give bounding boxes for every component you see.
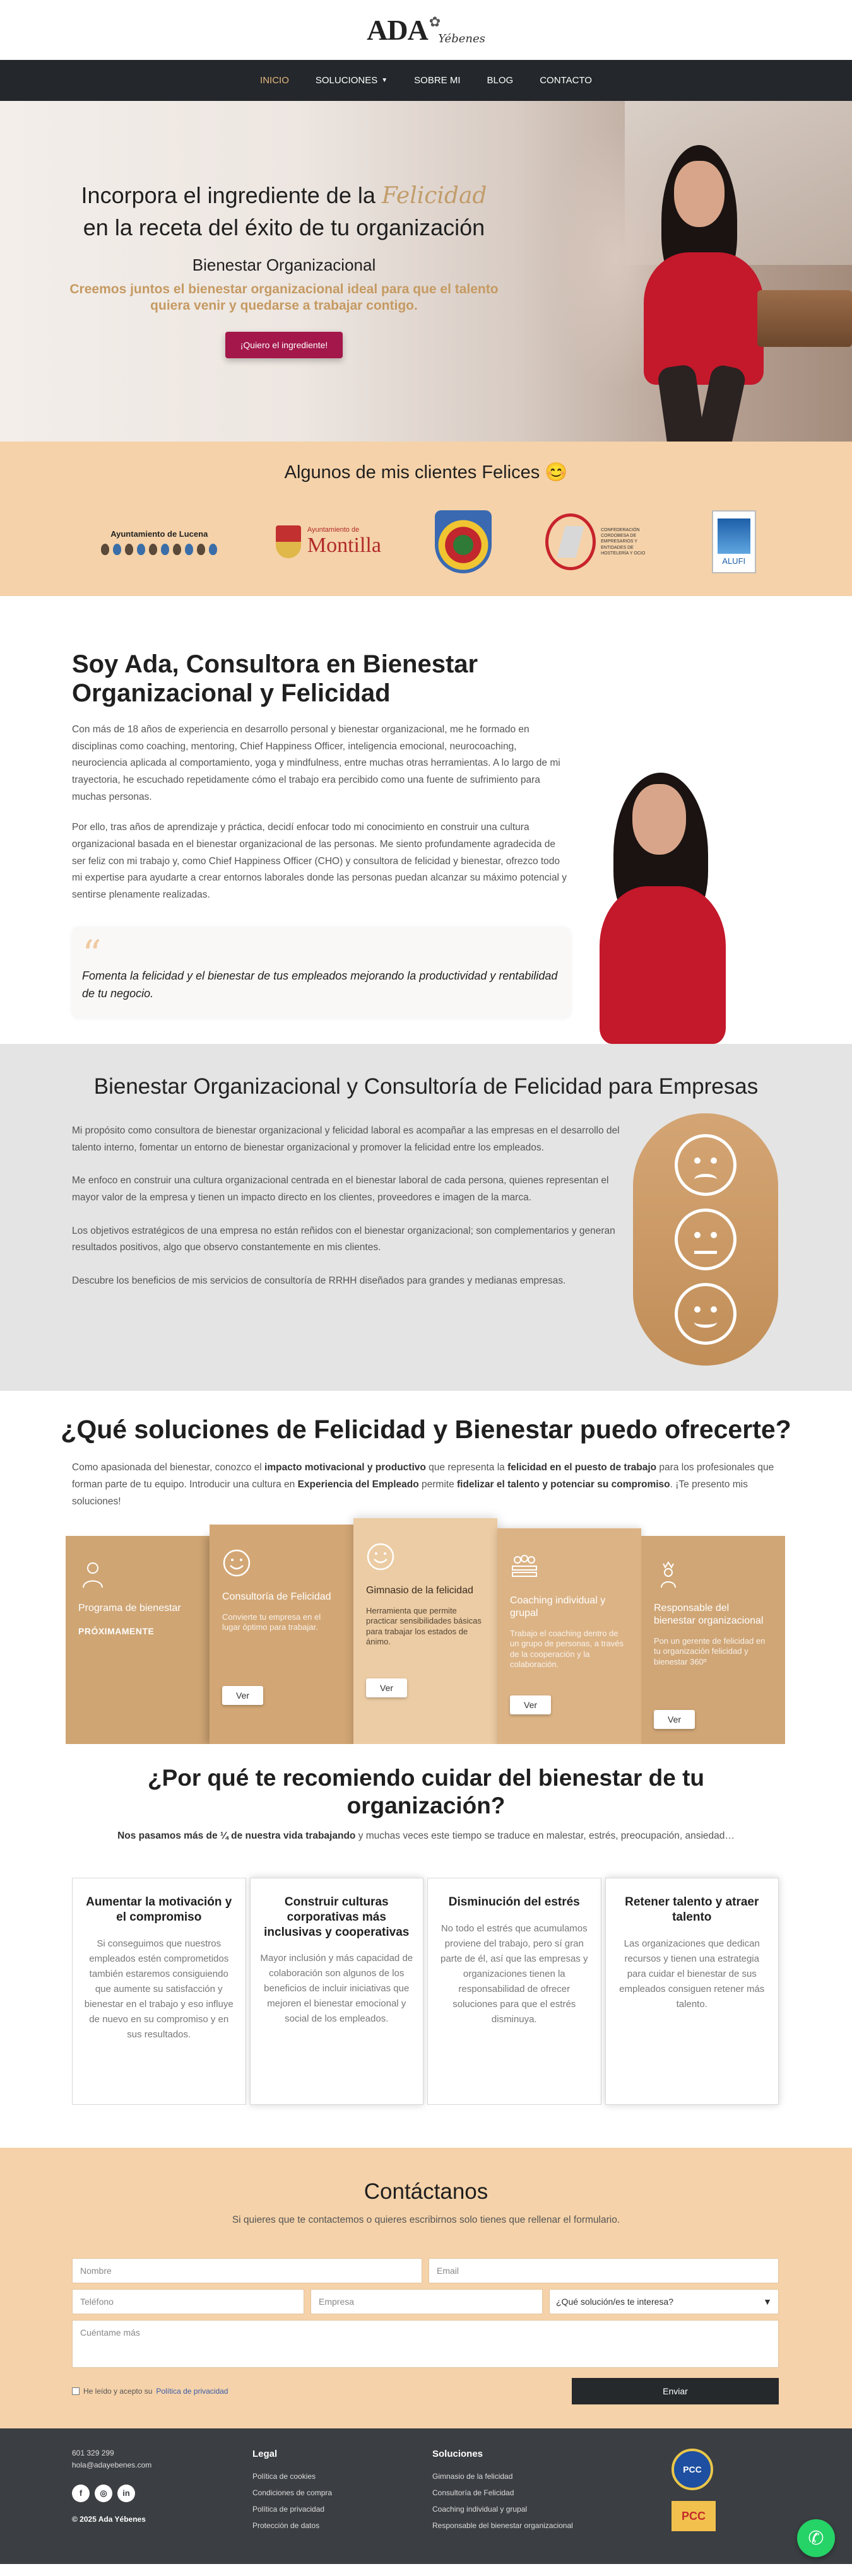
intro-bold: impacto motivacional y productivo xyxy=(264,1462,426,1473)
privacy-link[interactable]: Política de privacidad xyxy=(156,2387,228,2396)
contact-form xyxy=(72,2258,779,2404)
services-intro-text xyxy=(72,1123,627,1306)
group-icon xyxy=(510,1552,539,1581)
person-icon xyxy=(78,1560,107,1589)
intro-text: permite xyxy=(418,1479,458,1490)
solution-card-title: Coaching individual y grupal xyxy=(510,1595,606,1619)
client-logo-label: ALUFI xyxy=(722,556,746,566)
instagram-icon[interactable]: ◎ xyxy=(95,2485,112,2502)
footer-link[interactable]: Responsable del bienestar organizacional xyxy=(432,2521,573,2530)
pcc-badge-icon: PCC xyxy=(672,2449,713,2490)
client-logo-label: Ayuntamiento de xyxy=(307,526,360,534)
intro-bold: fidelizar el talento y potenciar su compromiso xyxy=(457,1479,670,1490)
quote-text: Fomenta la felicidad y el bienestar de tus empleados mejorando la productividad y rentabilidad de tu negocio. xyxy=(82,969,558,1000)
why-subtitle-rest: y muchas veces este tiempo se traduce en malestar, estrés, preocupación, ansiedad… xyxy=(355,1830,735,1841)
solutions-intro xyxy=(72,1459,779,1510)
client-logos xyxy=(69,507,783,577)
crest-icon xyxy=(435,510,492,573)
copyright: © 2025 Ada Yébenes xyxy=(72,2515,146,2524)
solution-card-button[interactable]: Ver xyxy=(654,1710,695,1729)
name-field[interactable]: Nombre xyxy=(72,2258,422,2283)
clients-title: Algunos de mis clientes Felices 😊 xyxy=(284,462,568,483)
why-card-title: Aumentar la motivación y el compromiso xyxy=(86,1895,232,1924)
neutral-face-icon xyxy=(675,1209,737,1270)
hero-cta-button[interactable]: ¡Quiero el ingrediente! xyxy=(225,332,343,358)
client-logo-crest xyxy=(435,510,492,573)
hero-title-line2: en la receta del éxito de tu organización xyxy=(83,214,485,241)
intro-text: para los profesionales que forman parte de tu equipo. Introducir una cultura en xyxy=(72,1462,774,1490)
footer-solutions-title: Soluciones xyxy=(432,2449,483,2459)
why-card-title: Disminución del estrés xyxy=(448,1895,580,1909)
about-title: Soy Ada, Consultora en Bienestar Organizacional y Felicidad xyxy=(72,650,478,707)
solution-card-desc: Herramienta que permite practicar sensibilidades básicas para trabajar los estados de ánimo. xyxy=(366,1606,482,1646)
services-intro-title: Bienestar Organizacional y Consultoría de Felicidad para Empresas xyxy=(93,1074,759,1099)
why-subtitle-bold: Nos pasamos más de ¼ de nuestra vida trabajando xyxy=(117,1830,356,1841)
client-logo-label: CONFEDERACIÓN CORDOBESA DE EMPRESARIOS Y ENTIDADES DE HOSTELERÍA Y OCIO xyxy=(601,528,646,556)
happy-face-icon xyxy=(675,1283,737,1345)
footer-email[interactable]: hola@adayebenes.com xyxy=(72,2460,152,2469)
footer-legal-title: Legal xyxy=(252,2449,278,2459)
solution-card-responsable xyxy=(641,1536,785,1744)
pcc-badge-icon: PCC xyxy=(672,2501,716,2531)
solution-card-button[interactable]: Ver xyxy=(510,1695,551,1714)
contact-title: Contáctanos xyxy=(364,2179,488,2204)
email-field[interactable]: Email xyxy=(429,2258,779,2283)
main-nav xyxy=(0,60,852,101)
logo-main: ADA xyxy=(367,14,428,46)
intro-bold: felicidad en el puesto de trabajo xyxy=(507,1462,657,1473)
site-footer xyxy=(0,2428,852,2564)
why-card xyxy=(427,1878,601,2105)
clients-section xyxy=(0,442,852,596)
confederacion-mark-icon xyxy=(545,513,596,570)
consent-text: He leído y acepto su xyxy=(83,2387,153,2396)
why-cards xyxy=(72,1878,779,2105)
sad-face-icon xyxy=(675,1134,737,1196)
alufi-wave-icon xyxy=(718,518,750,554)
footer-link[interactable]: Gimnasio de la felicidad xyxy=(432,2472,513,2481)
solution-cards xyxy=(66,1536,785,1744)
why-card-text: Las organizaciones que dedican recursos y tienen una estrategia para cuidar el bienestar de sus empleados consiguen retener más talento. xyxy=(619,1938,765,2010)
solution-card-gimnasio xyxy=(353,1536,497,1744)
site-logo[interactable] xyxy=(367,13,485,47)
nav-label: CONTACTO xyxy=(540,75,592,86)
message-field[interactable]: Cuéntame más xyxy=(72,2320,779,2368)
solution-select[interactable] xyxy=(549,2289,779,2314)
consent-row xyxy=(72,2378,779,2404)
flower-icon: ✿ xyxy=(429,14,441,30)
nav-item-inicio[interactable] xyxy=(247,60,302,101)
contact-subtitle: Si quieres que te contactemos o quieres escribirnos solo tienes que rellenar el formulario. xyxy=(232,2215,620,2225)
about-section xyxy=(0,596,852,1044)
solution-card-consultoria xyxy=(210,1536,353,1744)
footer-legal xyxy=(252,2449,332,2538)
why-card-text: No todo el estrés que acumulamos proviene del trabajo, pero sí gran parte de él, así que las empresas y organizaciones tienen la responsabilidad de ofrecer soluciones para que el estrés disminuya. xyxy=(441,1923,588,2025)
about-text xyxy=(72,650,571,1017)
hero-section xyxy=(0,101,852,442)
site-header xyxy=(0,0,852,101)
smile-icon xyxy=(222,1549,251,1578)
hero-title-accent: Felicidad xyxy=(381,183,487,209)
footer-link[interactable]: Política de cookies xyxy=(252,2472,316,2481)
solution-card-desc: Pon un gerente de felicidad en tu organización felicidad y bienestar 360º xyxy=(654,1636,766,1666)
client-logo-alufi xyxy=(712,510,756,573)
footer-phone[interactable]: 601 329 299 xyxy=(72,2449,114,2457)
phone-field[interactable]: Teléfono xyxy=(72,2289,304,2314)
client-logo-label: Ayuntamiento de Lucena xyxy=(110,529,208,539)
hero-portrait xyxy=(618,101,808,442)
facebook-icon[interactable]: f xyxy=(72,2485,90,2502)
solutions-title: ¿Qué soluciones de Felicidad y Bienestar puedo ofrecerte? xyxy=(61,1415,791,1444)
contact-section xyxy=(0,2148,852,2428)
solutions-section xyxy=(0,1391,852,1744)
solution-card-title: Gimnasio de la felicidad xyxy=(366,1585,473,1596)
client-logo-lucena xyxy=(96,529,222,555)
why-card xyxy=(250,1878,424,2105)
about-portrait xyxy=(587,766,776,1044)
chevron-down-icon: ▼ xyxy=(381,77,388,84)
logo-bar xyxy=(0,0,852,60)
client-logo-montilla xyxy=(276,525,381,558)
footer-link[interactable]: Condiciones de compra xyxy=(252,2488,333,2497)
whatsapp-icon[interactable]: ✆ xyxy=(797,2519,835,2557)
social-links xyxy=(72,2485,151,2502)
why-card-title: Retener talento y atraer talento xyxy=(625,1895,759,1924)
quote-icon: “ xyxy=(82,932,102,976)
privacy-checkbox[interactable] xyxy=(72,2387,80,2395)
solution-card-programa xyxy=(66,1536,210,1744)
why-title: ¿Por qué te recomiendo cuidar del bienestar de tu organización? xyxy=(147,1765,705,1819)
why-card-text: Si conseguimos que nuestros empleados estén comprometidos también estaremos consiguiendo que aumente su satisfacción y bienestar en el trabajo y eso influye de nuevo en su compromiso y en sus resultados. xyxy=(84,1938,234,2040)
hero-title xyxy=(69,180,499,244)
services-intro-paragraph: Descubre los beneficios de mis servicios de consultoría de RRHH diseñados para grandes y medianas empresas. xyxy=(72,1275,566,1286)
why-card xyxy=(72,1878,246,2105)
footer-link[interactable]: Protección de datos xyxy=(252,2521,320,2530)
solution-card-title: Programa de bienestar xyxy=(78,1603,181,1613)
nav-label: SOLUCIONES xyxy=(315,75,378,86)
solution-card-desc: Convierte tu empresa en el lugar óptimo para trabajar. xyxy=(222,1612,321,1632)
drops-icon xyxy=(101,544,217,555)
about-paragraph: Por ello, tras años de aprendizaje y práctica, decidí enfocar todo mi conocimiento en construir una cultura organizacional basada en el bienestar organizacional de las personas. Me siento profundamente agradecida de ser feliz con mi trabajo y, como Chief Happiness Officer (CHO) y consultora de felicidad y bienestar, ofrezco todo mi expertise para ayudarte a crear entornos laborales donde las personas puedan alcanzar su máximo potencial y sentirse plenamente realizadas. xyxy=(72,822,567,900)
footer-link[interactable]: Consultoría de Felicidad xyxy=(432,2488,514,2497)
footer-solutions xyxy=(432,2449,573,2538)
company-field[interactable]: Empresa xyxy=(311,2289,543,2314)
linkedin-icon[interactable]: in xyxy=(117,2485,135,2502)
privacy-consent xyxy=(72,2387,228,2396)
nav-label: SOBRE MI xyxy=(414,75,461,86)
solution-card-button[interactable]: Ver xyxy=(366,1678,407,1697)
hero-title-part: Incorpora el ingrediente de la xyxy=(81,182,382,208)
mood-faces-graphic xyxy=(633,1113,778,1366)
services-intro-paragraph: Mi propósito como consultora de bienestar organizacional y felicidad laboral es acompañar a las empresas en el desarrollo del talento interno, fomentar un entorno de bienestar organizacional y promover la felicidad entre los empleados. xyxy=(72,1125,620,1153)
why-section xyxy=(0,1744,852,2148)
footer-link[interactable]: Política de privacidad xyxy=(252,2505,325,2514)
nav-item-contacto[interactable] xyxy=(527,60,605,101)
select-value: ¿Qué solución/es te interesa? xyxy=(556,2297,673,2307)
solution-card-title: Consultoría de Felicidad xyxy=(222,1591,331,1602)
intro-text: que representa la xyxy=(425,1462,508,1473)
smile-icon xyxy=(366,1542,395,1571)
why-card-title: Construir culturas corporativas más inclusivas y cooperativas xyxy=(264,1895,410,1939)
solution-card-button[interactable]: Ver xyxy=(222,1686,263,1705)
client-logo-confederacion xyxy=(545,510,658,573)
why-card-text: Mayor inclusión y más capacidad de colaboración son algunos de los beneficios de incluir iniciativas que mejoren el bienestar emocional y social de los empleados. xyxy=(260,1953,413,2025)
hero-subtitle: Bienestar Organizacional xyxy=(192,255,376,274)
client-logo-label: Montilla xyxy=(307,534,381,557)
services-intro-section xyxy=(0,1044,852,1391)
nav-item-sobre-mi[interactable] xyxy=(401,60,473,101)
nav-item-blog[interactable] xyxy=(475,60,526,101)
about-paragraph: Con más de 18 años de experiencia en desarrollo personal y bienestar organizacional, me he formado en disciplinas como coaching, mentoring, Chief Happiness Officer, inteligencia emocional, neurocoaching, neurociencia aplicada al comportamiento, yoga y mindfulness, entre muchas otras herramientas. A lo largo de mi trayectoria, he escuchado repetidamente cómo el trabajo era percibido como una fuente de sufrimiento para muchas personas. xyxy=(72,724,560,802)
intro-text: . ¡Te presento mis soluciones! xyxy=(72,1479,748,1508)
quote-box xyxy=(72,927,571,1017)
footer-link[interactable]: Coaching individual y grupal xyxy=(432,2505,528,2514)
nav-item-soluciones[interactable] xyxy=(303,60,400,101)
solution-card-soon: PRÓXIMAMENTE xyxy=(78,1626,155,1636)
nav-label: INICIO xyxy=(260,75,289,86)
intro-text: Como apasionada del bienestar, conozco el xyxy=(72,1462,265,1473)
why-card xyxy=(605,1878,779,2105)
caret-down-icon: ▼ xyxy=(763,2297,772,2307)
hero-content xyxy=(69,180,499,358)
shield-icon xyxy=(276,525,301,558)
solution-card-title: Responsable del bienestar organizacional xyxy=(654,1603,764,1626)
services-intro-paragraph: Los objetivos estratégicos de una empresa no están reñidos con el bienestar organizacional; son complementarios y generan resultados positivos, algo que observo constantemente en mis clientes. xyxy=(72,1225,615,1253)
hero-tagline: Creemos juntos el bienestar organizacional ideal para que el talento quiera venir y quedarse a trabajar contigo. xyxy=(69,281,499,313)
leader-icon xyxy=(654,1560,683,1589)
send-button[interactable]: Enviar xyxy=(572,2378,779,2404)
hero-desk xyxy=(757,290,852,347)
nav-label: BLOG xyxy=(487,75,514,86)
why-subtitle xyxy=(0,1830,852,1842)
solution-card-desc: Trabajo el coaching dentro de un grupo de personas, a través de la cooperación y la colaboración. xyxy=(510,1629,624,1669)
footer-contact xyxy=(72,2447,151,2526)
solution-card-coaching xyxy=(497,1536,641,1744)
intro-bold: Experiencia del Empleado xyxy=(297,1479,419,1490)
services-intro-paragraph: Me enfoco en construir una cultura organizacional centrada en el bienestar laboral de cada persona, quienes representan el mayor valor de la empresa y tienen un impacto directo en los clientes, proveedores e imagen de la marca. xyxy=(72,1175,609,1203)
logo-sub: Yébenes xyxy=(438,32,485,45)
